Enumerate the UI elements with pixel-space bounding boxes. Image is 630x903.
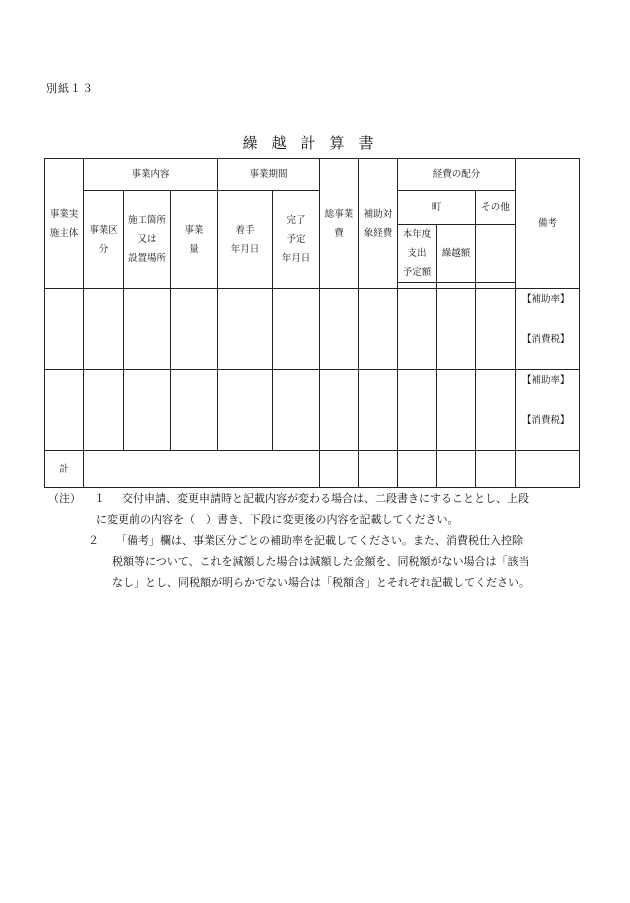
- cell-other-blank: [476, 225, 516, 283]
- header-total-cost: 総事業 費: [320, 159, 359, 289]
- header-allocation-group: 経費の配分: [398, 159, 516, 191]
- remarks-consumption-tax: 【消費税】: [522, 334, 570, 345]
- note-number: ２: [88, 534, 99, 547]
- table-row: [45, 370, 580, 451]
- notes-prefix: （注）: [48, 492, 81, 505]
- total-label: 計: [45, 451, 84, 488]
- remarks-cell: [516, 370, 580, 451]
- note-number: １: [94, 492, 105, 505]
- note-text: なし」とし、同税額が明らかでない場合は「税額含」とそれぞれ記載してください。: [112, 576, 530, 589]
- header-remarks: 備考: [516, 159, 580, 289]
- header-location: 施工箇所 又は 設置場所: [124, 191, 171, 289]
- total-row: [45, 451, 580, 488]
- header-quantity: 事業 量: [171, 191, 218, 289]
- header-period-group: 事業期間: [218, 159, 320, 191]
- header-current-year: 本年度 支出 予定額: [398, 225, 437, 283]
- header-start-date: 着手 年月日: [218, 191, 273, 289]
- remarks-consumption-tax: 【消費税】: [522, 415, 570, 426]
- header-subsidy-cost: 補助対 象経費: [359, 159, 398, 289]
- remarks-cell: [516, 289, 580, 370]
- header-end-date: 完了 予定 年月日: [273, 191, 320, 289]
- remarks-subsidy-rate: 【補助率】: [522, 294, 570, 305]
- header-carryover: 繰越額: [437, 225, 476, 283]
- note-text: 税額等について、これを減額した場合は減額した金額を、同税額がない場合は「該当: [112, 555, 530, 568]
- header-town: 町: [398, 191, 476, 225]
- form-id: 別紙１３: [46, 82, 94, 95]
- carryover-table: [44, 158, 580, 488]
- header-implementer: 事業実 施主体: [45, 159, 84, 289]
- table-row: [45, 289, 580, 370]
- note-text: 交付申請、変更申請時と記載内容が変わる場合は、二段書きにすることとし、上段: [122, 492, 529, 505]
- note-text: に変更前の内容を（ ）書き、下段に変更後の内容を記載してください。: [96, 513, 459, 526]
- header-content-group: 事業内容: [84, 159, 218, 191]
- note-text: 「備考」欄は、事業区分ごとの補助率を記載してください。また、消費税仕入控除: [116, 534, 523, 547]
- header-other: その他: [476, 191, 516, 225]
- remarks-subsidy-rate: 【補助率】: [522, 375, 570, 386]
- notes: [48, 488, 588, 593]
- page-title: 繰越計算書: [242, 134, 388, 152]
- header-category: 事業区 分: [84, 191, 124, 289]
